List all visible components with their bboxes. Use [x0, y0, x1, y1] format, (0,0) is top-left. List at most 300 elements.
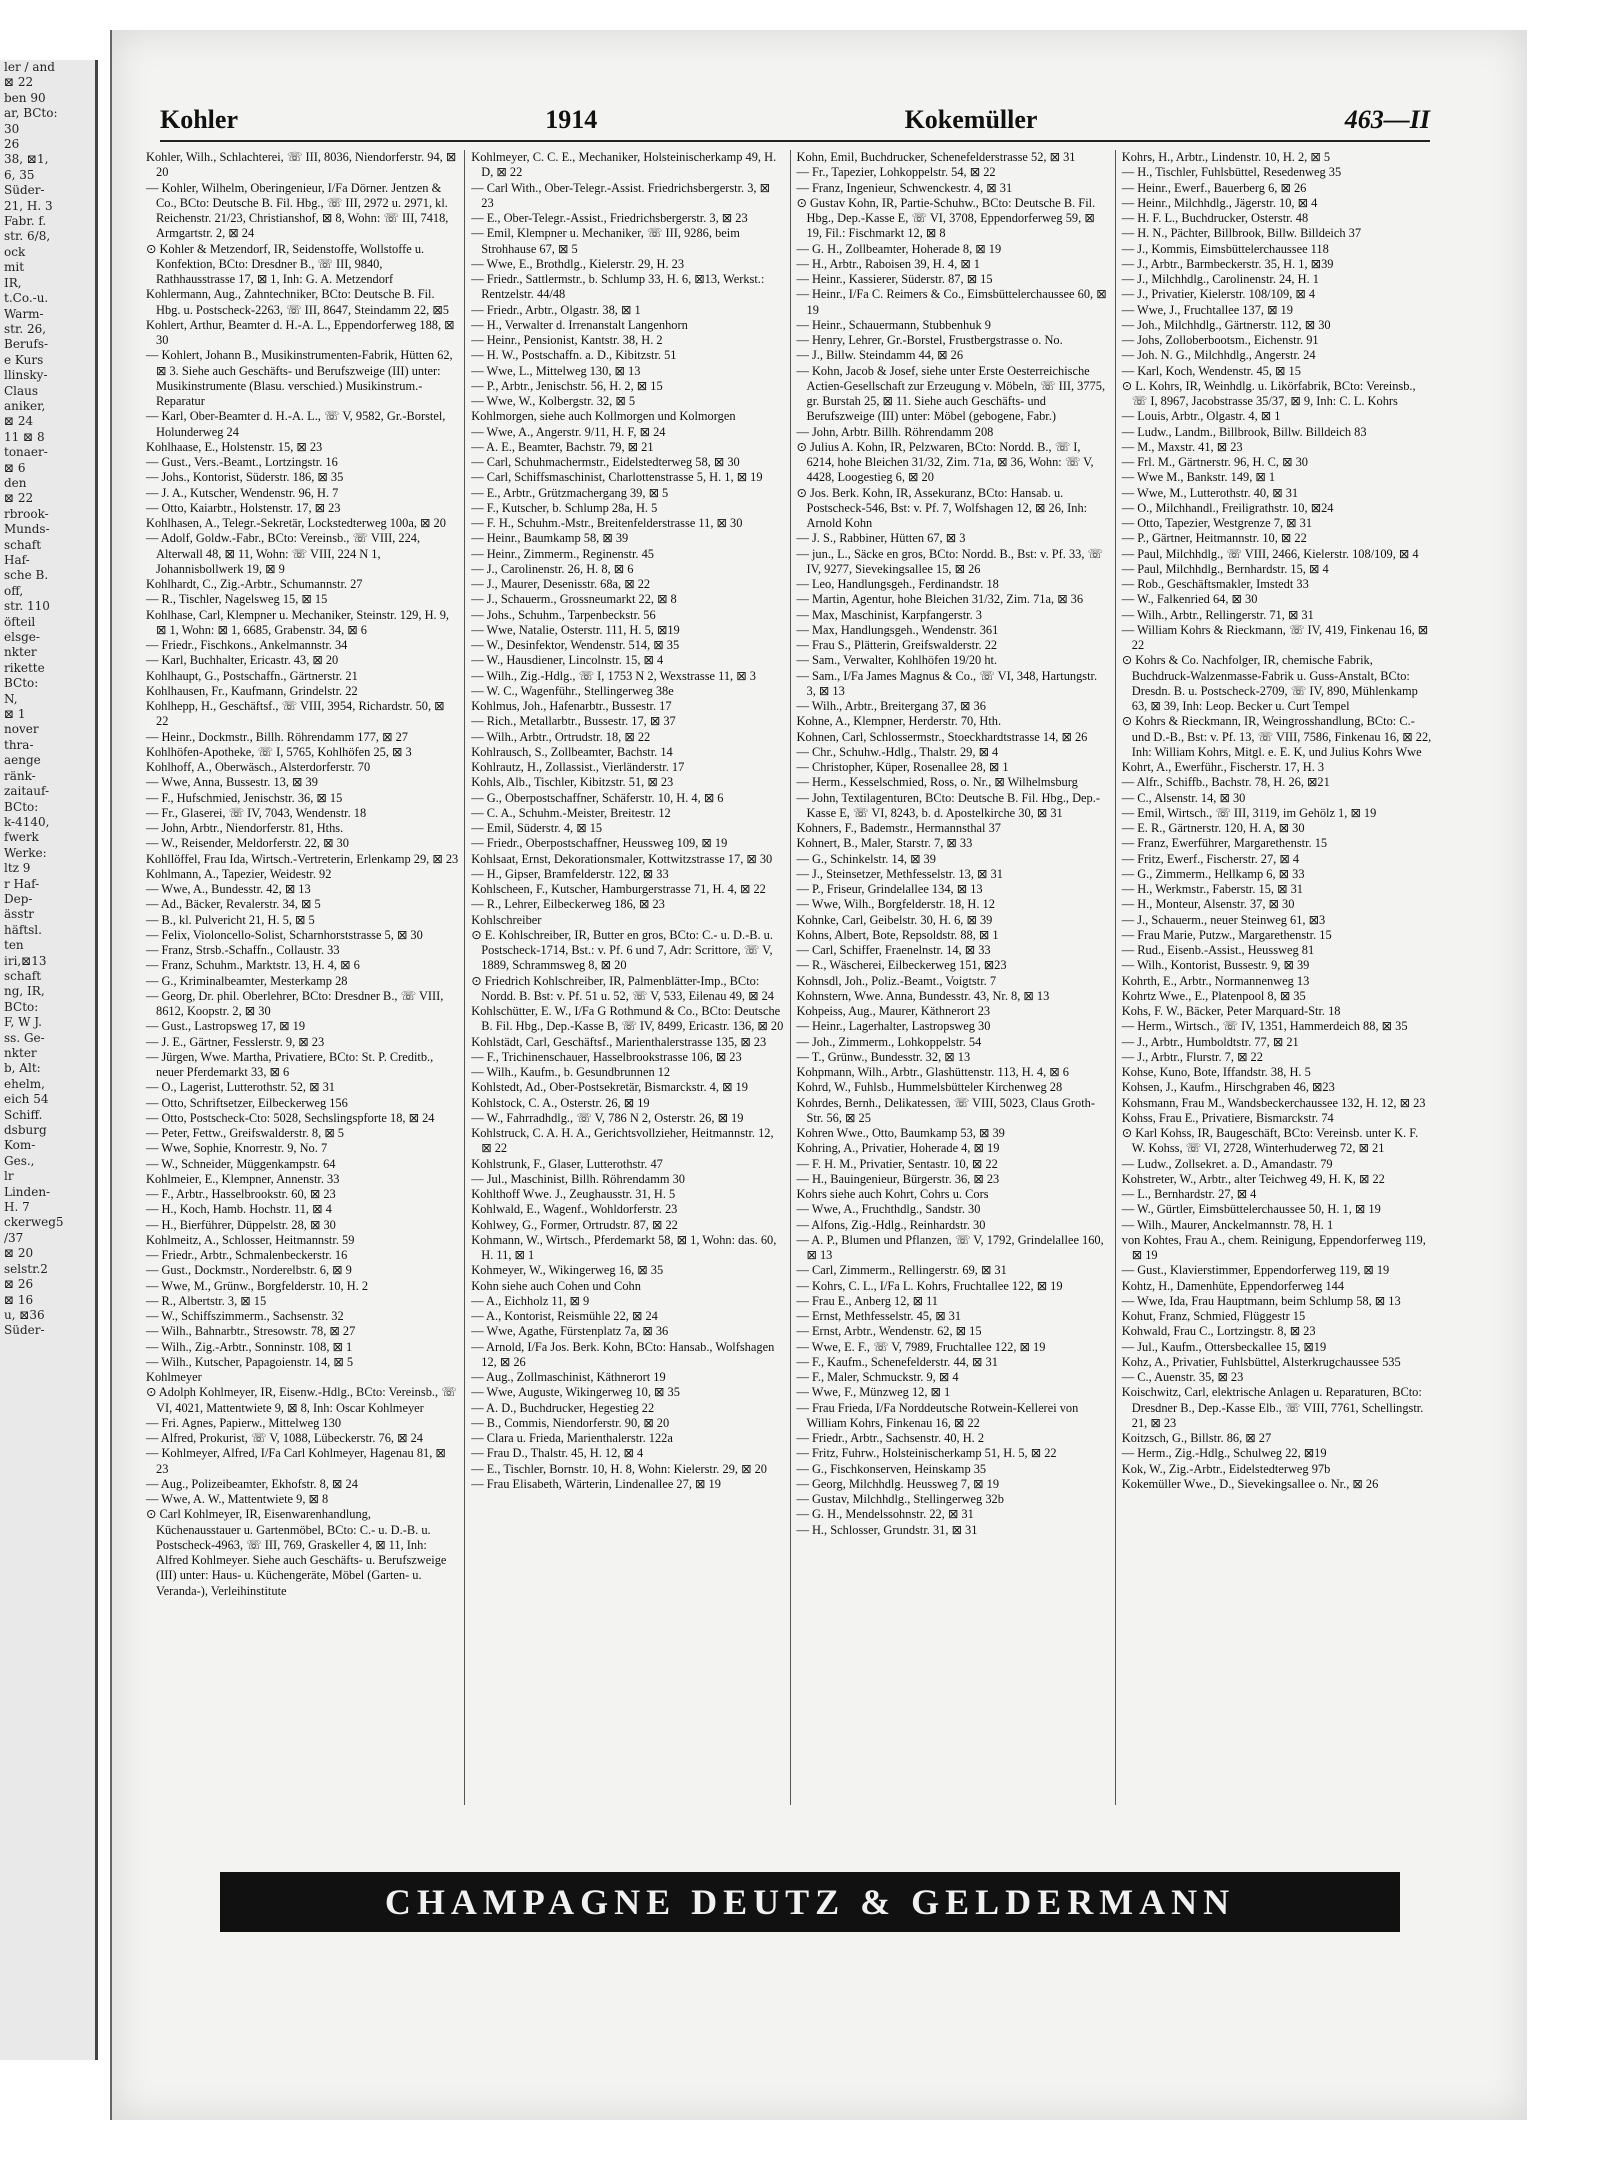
- directory-entry: Kohlermann, Aug., Zahntechniker, BCto: Deutsche B. Fil. Hbg. u. Postscheck-2263, ☏ III, 8647, Steindamm 22, ⊠5: [146, 287, 449, 317]
- directory-entry: Kohse, Kuno, Bote, Iffandstr. 38, H. 5: [1121, 1065, 1311, 1079]
- facing-page-fragment: F, W J.: [4, 1015, 42, 1030]
- facing-page-fragment: ränk-: [4, 768, 36, 783]
- facing-page-fragment: häftsl.: [4, 922, 42, 937]
- column-4: [1116, 150, 1440, 1805]
- directory-entry: — Wwe, Ida, Frau Hauptmann, beim Schlump 58, ⊠ 13: [1121, 1293, 1401, 1308]
- directory-entry: — Heinr., Pensionist, Kantstr. 38, H. 2: [471, 333, 663, 347]
- directory-entry: — Heinr., Schauermann, Stubbenhuk 9: [796, 317, 991, 332]
- directory-entry: — H., Bierführer, Düppelstr. 28, ⊠ 30: [146, 1217, 336, 1232]
- directory-entry: Kohlschütter, E. W., I/Fa G Rothmund & Co., BCto: Deutsche B. Fil. Hbg., Dep.-Kasse B, ☏ IV, 8499, Ericastr. 136, ⊠ 20: [471, 1004, 784, 1034]
- directory-entry: ⊙ Kohler & Metzendorf, IR, Seidenstoffe, Wollstoffe u. Konfektion, BCto: Dresdner B., ☏ III, 9840, Rathhausstrasse 17, ⊠ 1, Inh: G. A. Metzendorf: [146, 241, 425, 286]
- directory-entry: — Gust., Lastropsweg 17, ⊠ 19: [146, 1019, 306, 1034]
- directory-entry: — C. A., Schuhm.-Meister, Breitestr. 12: [471, 805, 671, 820]
- directory-entry: — Wilh., Arbtr., Breitergang 37, ⊠ 36: [796, 699, 986, 713]
- facing-page-fragment: N,: [4, 691, 18, 706]
- directory-entry: Kohrtz Wwe., E., Platenpool 8, ⊠ 35: [1121, 988, 1306, 1003]
- directory-entry: — Kohn, Jacob & Josef, siehe unter Erste Oesterreichische Actien-Gesellschaft zur Erzeugung v. Möbeln, ☏ III, 3775, gr. Burstah 25, ⊠ 11. Siehe auch Geschäfts- und Berufszweige (III) unter: Möbel (gebogene, Fabr.): [796, 363, 1106, 424]
- directory-entry: — Franz, Ingenieur, Schwenckestr. 4, ⊠ 31: [796, 180, 1013, 195]
- directory-entry: — Fritz, Fuhrw., Holsteinischerkamp 51, H. 5, ⊠ 22: [796, 1446, 1057, 1461]
- directory-entry: — Jul., Kaufm., Ottersbeckallee 15, ⊠19: [1121, 1339, 1327, 1354]
- directory-entry: — Wwe, J., Fruchtallee 137, ⊠ 19: [1121, 302, 1293, 317]
- directory-entry: — W., Falkenried 64, ⊠ 30: [1121, 592, 1258, 607]
- directory-entry: — J., Schauerm., Grossneumarkt 22, ⊠ 8: [471, 592, 677, 607]
- directory-entry: — Wilh., Arbtr., Rellingerstr. 71, ⊠ 31: [1121, 607, 1314, 622]
- facing-page-fragment: Fabr. f.: [4, 214, 47, 229]
- directory-entry: — Heinr., Kassierer, Süderstr. 87, ⊠ 15: [796, 272, 993, 286]
- directory-entry: — F., Trichinenschauer, Hasselbrookstrasse 106, ⊠ 23: [471, 1049, 742, 1064]
- directory-entry: — Carl, Zimmerm., Rellingerstr. 69, ⊠ 31: [796, 1263, 1007, 1278]
- facing-page-fragment: r Haf-: [4, 876, 40, 891]
- directory-entry: Kohlert, Arthur, Beamter d. H.-A. L., Eppendorferweg 188, ⊠ 30: [146, 317, 455, 347]
- directory-entry: — Carl, Schuhmachermstr., Eidelstedterweg 58, ⊠ 30: [471, 455, 740, 469]
- directory-entry: — Paul, Milchhdlg., ☏ VIII, 2466, Kielerstr. 108/109, ⊠ 4: [1121, 546, 1419, 561]
- directory-entry: — Wwe, A. W., Mattentwiete 9, ⊠ 8: [146, 1492, 329, 1506]
- directory-entry: ⊙ L. Kohrs, IR, Weinhdlg. u. Likörfabrik, BCto: Vereinsb., ☏ I, 8967, Jacobstrasse 35/37, ⊠ 9, Inh: C. L. Kohrs: [1121, 378, 1416, 408]
- directory-entry: Kohren Wwe., Otto, Baumkamp 53, ⊠ 39: [796, 1126, 1005, 1140]
- directory-entry: — O., Milchhandl., Freiligrathstr. 10, ⊠24: [1121, 500, 1334, 515]
- directory-entry: — Wilh., Kutscher, Papagoienstr. 14, ⊠ 5: [146, 1354, 354, 1369]
- facing-page-fragment: 21, H. 3: [4, 198, 53, 213]
- header-left-keyword: Kohler: [160, 105, 238, 134]
- directory-entry: — Wilh., Bahnarbtr., Stresowstr. 78, ⊠ 27: [146, 1324, 356, 1339]
- directory-entry: — Sam., I/Fa James Magnus & Co., ☏ VI, 348, Hartungstr. 3, ⊠ 13: [796, 668, 1098, 698]
- directory-entry: Kohlhaupt, G., Postschaffn., Gärtnerstr. 21: [146, 668, 358, 683]
- directory-entry: — Otto, Kaiarbtr., Holstenstr. 17, ⊠ 23: [146, 500, 341, 515]
- directory-entry: — Wwe, W., Kolbergstr. 32, ⊠ 5: [471, 394, 636, 408]
- facing-page-fragment: selstr.2: [4, 1261, 48, 1276]
- directory-entry: — Emil, Klempner u. Mechaniker, ☏ III, 9286, beim Strohhause 67, ⊠ 5: [471, 226, 740, 256]
- facing-page-fragment: lr: [4, 1169, 14, 1184]
- directory-entry: — J., Arbtr., Humboldtstr. 77, ⊠ 21: [1121, 1034, 1299, 1049]
- directory-entry: Kohners, F., Bademstr., Hermannsthal 37: [796, 821, 1001, 835]
- directory-entry: ⊙ Julius A. Kohn, IR, Pelzwaren, BCto: Nordd. B., ☏ I, 6214, hohe Bleichen 31/32, Zim. 71a, ⊠ 36, Wohn: ☏ V, 4428, Loogestieg 6, ⊠ 20: [796, 439, 1094, 485]
- directory-entry: — Carl With., Ober-Telegr.-Assist. Friedrichsbergerstr. 3, ⊠ 23: [471, 180, 770, 210]
- facing-page-fragment: BCto:: [4, 676, 39, 691]
- directory-entry: Kohut, Franz, Schmied, Flüggestr 15: [1121, 1309, 1306, 1323]
- directory-entry: — Rich., Metallarbtr., Bussestr. 17, ⊠ 37: [471, 714, 676, 729]
- directory-entry: Kohlhoff, A., Oberwäsch., Alsterdorferstr. 70: [146, 760, 371, 774]
- directory-entry: — Franz, Strsb.-Schaffn., Collaustr. 33: [146, 943, 340, 957]
- facing-page-fragment: e Kurs: [4, 352, 44, 367]
- directory-entry: — Friedr., Arbtr., Olgastr. 38, ⊠ 1: [471, 302, 641, 317]
- directory-entry: Kohlhaase, E., Holstenstr. 15, ⊠ 23: [146, 439, 323, 454]
- directory-entry: Kohls, Alb., Tischler, Kibitzstr. 51, ⊠ 23: [471, 775, 674, 790]
- facing-page-fragment: ⊠ 26: [4, 1277, 34, 1292]
- directory-entry: ⊙ Jos. Berk. Kohn, IR, Assekuranz, BCto: Hansab. u. Postscheck-546, Bst: v. Pf. 7, Wolfshagen 12, ⊠ 26, Inh: Arnold Kohn: [796, 485, 1088, 530]
- directory-entry: — T., Grünw., Bundesstr. 32, ⊠ 13: [796, 1049, 971, 1064]
- facing-page-fragment: Haf-: [4, 553, 30, 567]
- facing-page-fragment: Schiff.: [4, 1107, 43, 1122]
- directory-entry: — Jul., Maschinist, Billh. Röhrendamm 30: [471, 1171, 685, 1186]
- facing-page-fragment: ⊠ 22: [4, 491, 34, 506]
- directory-entry: — G., Oberpostschaffner, Schäferstr. 10, H. 4, ⊠ 6: [471, 790, 724, 805]
- directory-entry: — A. E., Beamter, Bachstr. 79, ⊠ 21: [471, 439, 654, 454]
- directory-entry: — Kohrs, C. L., I/Fa L. Kohrs, Fruchtallee 122, ⊠ 19: [796, 1278, 1063, 1293]
- directory-entry: ⊙ Carl Kohlmeyer, IR, Eisenwarenhandlung, Küchenausstauer u. Gartenmöbel, BCto: C.- u. D.-B. u. Postscheck-4963, ☏ III, 769, Graskeller 4, ⊠ 11, Inh: Alfred Kohlmeyer. Siehe auch Geschäfts- u. Berufszweige (III) unter: Haus- u. Küchengeräte, Möbel (Garten- u. Veranda-), Verleihinstitute: [146, 1507, 447, 1598]
- directory-entry: — J., Billw. Steindamm 44, ⊠ 26: [796, 348, 964, 363]
- directory-entry: Kokemüller Wwe., D., Sievekingsallee o. Nr., ⊠ 26: [1121, 1476, 1379, 1491]
- directory-entry: — Wwe, Anna, Bussestr. 13, ⊠ 39: [146, 775, 318, 790]
- directory-entry: — Carl, Schiffer, Fraenelnstr. 14, ⊠ 33: [796, 943, 991, 957]
- facing-page-fragment: ss. Ge-: [4, 1030, 45, 1045]
- directory-entry: Kohlthoff Wwe. J., Zeughausstr. 31, H. 5: [471, 1187, 676, 1201]
- facing-page-fragment: ehelm,: [4, 1076, 45, 1091]
- directory-entry: — Herm., Wirtsch., ☏ IV, 1351, Hammerdeich 88, ⊠ 35: [1121, 1019, 1408, 1034]
- directory-entry: Kohlhöfen-Apotheke, ☏ I, 5765, Kohlhöfen 25, ⊠ 3: [146, 744, 412, 759]
- directory-entry: — G., Fischkonserven, Heinskamp 35: [796, 1461, 987, 1476]
- directory-entry: — W., Fahrradhdlg., ☏ V, 786 N 2, Osterstr. 26, ⊠ 19: [471, 1110, 744, 1125]
- facing-page-fragment: elsge-: [4, 630, 40, 645]
- facing-page-fragment: Kom-: [4, 1138, 36, 1153]
- directory-entry: — Christopher, Küper, Rosenallee 28, ⊠ 1: [796, 760, 1009, 774]
- directory-entry: — W. C., Wagenführ., Stellingerweg 38e: [471, 683, 674, 698]
- directory-entry: ⊙ Karl Kohss, IR, Baugeschäft, BCto: Vereinsb. unter K. F. W. Kohss, ☏ VI, 2728, Winterhuderweg 72, ⊠ 21: [1121, 1126, 1419, 1156]
- directory-entry: — R., Tischler, Nagelsweg 15, ⊠ 15: [146, 592, 328, 607]
- directory-entry: — H., Schlosser, Grundstr. 31, ⊠ 31: [796, 1522, 978, 1537]
- directory-entry: — Otto, Schriftsetzer, Eilbeckerweg 156: [146, 1095, 348, 1110]
- directory-entry: — H., Koch, Hamb. Hochstr. 11, ⊠ 4: [146, 1202, 332, 1217]
- directory-entry: — Wwe, Natalie, Osterstr. 111, H. 5, ⊠19: [471, 622, 680, 637]
- facing-page-fragment: IR,: [4, 275, 22, 290]
- directory-entry: — Otto, Postscheck-Cto: 5028, Sechslingspforte 18, ⊠ 24: [146, 1110, 435, 1125]
- directory-entry: — Franz, Ewerführer, Margarethenstr. 15: [1121, 836, 1328, 851]
- directory-entry: Kohn siehe auch Cohen und Cohn: [471, 1278, 641, 1293]
- directory-entry: — Frau Marie, Putzw., Margarethenstr. 15: [1121, 927, 1332, 942]
- directory-entry: — F., Hufschmied, Jenischstr. 36, ⊠ 15: [146, 790, 343, 805]
- facing-page-fragment: str. 110: [4, 599, 50, 614]
- facing-page-fragment: nover: [4, 722, 39, 737]
- directory-entry: — Arnold, I/Fa Jos. Berk. Kohn, BCto: Hansab., Wolfshagen 12, ⊠ 26: [471, 1339, 775, 1369]
- directory-entry: — Karl, Buchhalter, Ericastr. 43, ⊠ 20: [146, 653, 339, 668]
- directory-entry: — A., Eichholz 11, ⊠ 9: [471, 1293, 590, 1308]
- directory-entry: — Kohlmeyer, Alfred, I/Fa Carl Kohlmeyer, Hagenau 81, ⊠ 23: [146, 1446, 446, 1476]
- directory-entry: Kohsen, J., Kaufm., Hirschgraben 46, ⊠23: [1121, 1080, 1335, 1095]
- directory-entry: — H., Monteur, Alsenstr. 37, ⊠ 30: [1121, 897, 1295, 912]
- facing-page-edge: [0, 60, 98, 2060]
- directory-entry: — John, Arbtr., Niendorferstr. 81, Hths.: [146, 821, 344, 835]
- facing-page-fragment: tonaer-: [4, 445, 48, 460]
- facing-page-fragment: ⊠ 1: [4, 707, 26, 722]
- directory-entry: — Peter, Fettw., Greifswalderstr. 8, ⊠ 5: [146, 1126, 345, 1140]
- directory-entry: — Wwe, M., Lutterothstr. 40, ⊠ 31: [1121, 485, 1299, 500]
- directory-entry: Kohns, Albert, Bote, Repsoldstr. 88, ⊠ 1: [796, 927, 999, 942]
- directory-entry: — W., Gürtler, Eimsbüttelerchaussee 50, H. 1, ⊠ 19: [1121, 1202, 1381, 1217]
- directory-entry: — A., Kontorist, Reismühle 22, ⊠ 24: [471, 1309, 658, 1323]
- directory-entry: — J. A., Kutscher, Wendenstr. 96, H. 7: [146, 485, 339, 500]
- directory-entry: Kohlwald, E., Wagenf., Wohldorferstr. 23: [471, 1202, 678, 1217]
- directory-entry: — Rud., Eisenb.-Assist., Heussweg 81: [1121, 943, 1315, 957]
- directory-entry: Kohlhardt, C., Zig.-Arbtr., Schumannstr. 27: [146, 577, 363, 591]
- directory-entry: von Kohtes, Frau A., chem. Reinigung, Eppendorferweg 119, ⊠ 19: [1121, 1232, 1426, 1262]
- directory-entry: — Wilh., Zig.-Arbtr., Sonninstr. 108, ⊠ 1: [146, 1339, 353, 1354]
- directory-entry: — Emil, Süderstr. 4, ⊠ 15: [471, 821, 603, 835]
- facing-page-fragment: k-4140,: [4, 814, 50, 829]
- directory-entry: Kohrt, A., Ewerführ., Fischerstr. 17, H. 3: [1121, 760, 1325, 774]
- directory-entry: — F., Maler, Schmuckstr. 9, ⊠ 4: [796, 1370, 959, 1384]
- directory-entry: Kohlmeyer: [146, 1370, 202, 1384]
- directory-entry: ⊙ Adolph Kohlmeyer, IR, Eisenw.-Hdlg., BCto: Vereinsb., ☏ VI, 4021, Mattentwiete 9, ⊠ 8, Inh: Oscar Kohlmeyer: [146, 1385, 457, 1415]
- directory-entry: — Fri. Agnes, Papierw., Mittelweg 130: [146, 1415, 342, 1430]
- directory-entry: — J., Kommis, Eimsbüttelerchaussee 118: [1121, 241, 1329, 256]
- directory-entry: — J., Privatier, Kielerstr. 108/109, ⊠ 4: [1121, 287, 1316, 302]
- directory-entry: Kohlstedt, Ad., Ober-Postsekretär, Bismarckstr. 4, ⊠ 19: [471, 1080, 748, 1095]
- directory-entry: — F. H., Schuhm.-Mstr., Breitenfelderstrasse 11, ⊠ 30: [471, 516, 743, 530]
- facing-page-fragment: off,: [4, 583, 24, 598]
- directory-entry: — M., Maxstr. 41, ⊠ 23: [1121, 439, 1243, 454]
- directory-entry: — G. H., Mendelssohnstr. 22, ⊠ 31: [796, 1507, 974, 1522]
- directory-entry: Kohlsaat, Ernst, Dekorationsmaler, Kottwitzstrasse 17, ⊠ 30: [471, 851, 773, 866]
- facing-page-fragment: Dep-: [4, 891, 33, 906]
- facing-page-fragment: Claus: [4, 383, 39, 398]
- facing-page-fragment: ckerweg5: [4, 1215, 64, 1230]
- directory-entry: — Wilh., Arbtr., Ortrudstr. 18, ⊠ 22: [471, 729, 651, 744]
- directory-entry: — Alfons, Zig.-Hdlg., Reinhardstr. 30: [796, 1217, 986, 1232]
- facing-page-fragment: ⊠ 6: [4, 460, 26, 475]
- directory-entry: — Max, Maschinist, Karpfangerstr. 3: [796, 607, 982, 622]
- directory-entry: — Clara u. Frieda, Marienthalerstr. 122a: [471, 1431, 673, 1445]
- directory-entry: — Adolf, Goldw.-Fabr., BCto: Vereinsb., ☏ VIII, 224, Alterwall 48, ⊠ 11, Wohn: ☏ VIII, 224 N 1, Johannisbollwerk 19, ⊠ 9: [146, 531, 421, 576]
- directory-entry: Kohlmus, Joh., Hafenarbtr., Bussestr. 17: [471, 699, 672, 713]
- directory-entry: — H., Arbtr., Raboisen 39, H. 4, ⊠ 1: [796, 256, 980, 271]
- directory-entry: — Franz, Schuhm., Marktstr. 13, H. 4, ⊠ 6: [146, 958, 360, 973]
- directory-entry: — Karl, Koch, Wendenstr. 45, ⊠ 15: [1121, 363, 1301, 378]
- directory-entry: — Friedr., Arbtr., Sachsenstr. 40, H. 2: [796, 1431, 985, 1445]
- directory-entry: — Ludw., Zollsekret. a. D., Amandastr. 79: [1121, 1156, 1333, 1171]
- directory-entry: — W., Reisender, Meldorferstr. 22, ⊠ 30: [146, 836, 349, 851]
- directory-entry: — Alfr., Schiffb., Bachstr. 78, H. 26, ⊠21: [1121, 775, 1330, 790]
- directory-entry: Kohnert, B., Maler, Starstr. 7, ⊠ 33: [796, 836, 973, 851]
- facing-page-fragment: schaft: [4, 537, 42, 552]
- directory-entry: Kohss, Frau E., Privatiere, Bismarckstr. 74: [1121, 1110, 1334, 1125]
- directory-entry: — Martin, Agentur, hohe Bleichen 31/32, Zim. 71a, ⊠ 36: [796, 592, 1084, 607]
- directory-entry: — Felix, Violoncello-Solist, Scharnhorststrasse 5, ⊠ 30: [146, 927, 423, 942]
- directory-entry: — Sam., Verwalter, Kohlhöfen 19/20 ht.: [796, 653, 998, 668]
- directory-entry: ⊙ E. Kohlschreiber, IR, Butter en gros, BCto: C.- u. D.-B. u. Postscheck-1714, Bst.: v. Pf. 6 und 7, Adr: Scrittore, ☏ V, 1889, Schrammsweg 8, ⊠ 20: [471, 927, 773, 973]
- facing-page-fragment: 26: [4, 137, 20, 152]
- directory-entry: — Kohler, Wilhelm, Oberingenieur, I/Fa Dörner. Jentzen & Co., BCto: Deutsche B. Fil. Hbg., ☏ III, 2972 u. 2971, kl. Reichenstr. 21/23, Christianshof, ⊠ 8, Wohn: ☏ III, 7418, Armgartstr. 2, ⊠ 24: [146, 180, 449, 241]
- directory-entry: — J. S., Rabbiner, Hütten 67, ⊠ 3: [796, 531, 966, 546]
- directory-entry: — H., Verwalter d. Irrenanstalt Langenhorn: [471, 317, 688, 332]
- directory-entry: — G., Schinkelstr. 14, ⊠ 39: [796, 851, 936, 866]
- facing-page-fragment: ltz 9: [4, 861, 31, 876]
- facing-page-fragment: Warm-: [4, 306, 44, 321]
- directory-entry: — O., Lagerist, Lutterothstr. 52, ⊠ 31: [146, 1080, 335, 1095]
- directory-columns: [140, 150, 1440, 1805]
- directory-entry: — Joh., Milchhdlg., Gärtnerstr. 112, ⊠ 30: [1121, 317, 1331, 332]
- directory-entry: — Joh., Zimmerm., Lohkoppelstr. 54: [796, 1034, 982, 1049]
- facing-page-fragment: ock: [4, 244, 26, 259]
- directory-entry: — Wwe, E., Brothdlg., Kielerstr. 29, H. 23: [471, 256, 685, 271]
- directory-entry: — Heinr., Lagerhalter, Lastropsweg 30: [796, 1019, 991, 1034]
- facing-page-fragment: dsburg: [4, 1123, 47, 1138]
- facing-page-fragment: Munds-: [4, 522, 50, 537]
- directory-entry: — H. W., Postschaffn. a. D., Kibitzstr. 51: [471, 348, 677, 363]
- directory-entry: — Wwe, A., Angerstr. 9/11, H. F, ⊠ 24: [471, 424, 666, 439]
- directory-entry: — jun., L., Säcke en gros, BCto: Nordd. B., Bst: v. Pf. 33, ☏ IV, 9277, Sievekingsallee 15, ⊠ 26: [796, 546, 1104, 576]
- directory-entry: — Wwe, Agathe, Fürstenplatz 7a, ⊠ 36: [471, 1324, 669, 1339]
- directory-entry: — John, Arbtr. Billh. Röhrendamm 208: [796, 424, 994, 439]
- directory-entry: — Friedr., Fischkons., Ankelmannstr. 34: [146, 638, 348, 652]
- directory-entry: Kohlstädt, Carl, Geschäftsf., Marienthalerstrasse 135, ⊠ 23: [471, 1034, 767, 1049]
- directory-entry: Kohlhepp, H., Geschäftsf., ☏ VIII, 3954, Richardstr. 50, ⊠ 22: [146, 699, 445, 729]
- directory-entry: Kohmann, W., Wirtsch., Pferdemarkt 58, ⊠ 1, Wohn: das. 60, H. 11, ⊠ 1: [471, 1232, 777, 1262]
- directory-entry: — Frau E., Anberg 12, ⊠ 11: [796, 1293, 939, 1308]
- facing-page-fragment: BCto:: [4, 799, 39, 814]
- directory-entry: Kohlmann, A., Tapezier, Weidestr. 92: [146, 866, 332, 881]
- facing-page-fragment: ng, IR,: [4, 984, 45, 999]
- column-1: [140, 150, 465, 1805]
- directory-entry: — Wilh., Zig.-Hdlg., ☏ I, 1753 N 2, Wexstrasse 11, ⊠ 3: [471, 668, 756, 683]
- directory-entry: Kohlhasen, A., Telegr.-Sekretär, Lockstedterweg 100a, ⊠ 20: [146, 516, 446, 530]
- facing-page-fragment: u, ⊠36: [4, 1307, 45, 1322]
- facing-page-fragment: Ges.,: [4, 1153, 35, 1168]
- directory-entry: — H., Bauingenieur, Bürgerstr. 36, ⊠ 23: [796, 1171, 1000, 1186]
- page-number: 463—II: [1344, 105, 1430, 134]
- directory-entry: — Otto, Tapezier, Westgrenze 7, ⊠ 31: [1121, 516, 1313, 530]
- directory-entry: — Wilh., Kontorist, Bussestr. 9, ⊠ 39: [1121, 958, 1310, 973]
- directory-entry: — C., Alsenstr. 14, ⊠ 30: [1121, 790, 1246, 805]
- directory-entry: — H. N., Pächter, Billbrook, Billw. Billdeich 37: [1121, 226, 1362, 241]
- facing-page-fragment: str. 6/8,: [4, 229, 51, 244]
- facing-page-fragment: zaitauf-: [4, 784, 50, 799]
- directory-entry: — John, Textilagenturen, BCto: Deutsche B. Fil. Hbg., Dep.-Kasse E, ☏ VI, 8243, b. d. Apostelkirche 30, ⊠ 31: [796, 790, 1100, 820]
- directory-entry: — Jürgen, Wwe. Martha, Privatiere, BCto: St. P. Creditb., neuer Pferdemarkt 33, ⊠ 6: [146, 1049, 434, 1079]
- directory-entry: Kohrs, H., Arbtr., Lindenstr. 10, H. 2, ⊠ 5: [1121, 150, 1331, 164]
- directory-entry: — Wwe, L., Mittelweg 130, ⊠ 13: [471, 363, 641, 378]
- directory-entry: — Leo, Handlungsgeh., Ferdinandstr. 18: [796, 577, 999, 591]
- directory-entry: — F., Kutscher, b. Schlump 28a, H. 5: [471, 500, 658, 515]
- directory-entry: Kohllöffel, Frau Ida, Wirtsch.-Vertreterin, Erlenkamp 29, ⊠ 23: [146, 851, 459, 866]
- facing-page-fragment: str. 26,: [4, 321, 47, 336]
- directory-entry: — Henry, Lehrer, Gr.-Borstel, Frustbergstrasse o. No.: [796, 333, 1063, 347]
- directory-entry: — Carl, Schiffsmaschinist, Charlottenstrasse 5, H. 1, ⊠ 19: [471, 470, 763, 485]
- directory-entry: Kohne, A., Klempner, Herderstr. 70, Hth.: [796, 714, 1002, 729]
- directory-entry: — F. H. M., Privatier, Sentastr. 10, ⊠ 22: [796, 1156, 998, 1171]
- directory-entry: — Wwe, Wilh., Borgfelderstr. 18, H. 12: [796, 897, 995, 912]
- directory-entry: Kohring, A., Privatier, Hoherade 4, ⊠ 19: [796, 1141, 1000, 1156]
- facing-page-fragment: Linden-: [4, 1184, 51, 1199]
- facing-page-fragment: sche B.: [4, 568, 49, 583]
- directory-entry: — Wwe, A., Fruchthdlg., Sandstr. 30: [796, 1202, 981, 1217]
- directory-entry: — Ludw., Landm., Billbrook, Billw. Billdeich 83: [1121, 424, 1367, 439]
- directory-entry: — Wwe, M., Grünw., Borgfelderstr. 10, H. 2: [146, 1278, 369, 1293]
- facing-page-fragment: ler / and: [4, 60, 55, 74]
- facing-page-fragment: ten: [4, 938, 24, 953]
- directory-entry: — H. F. L., Buchdrucker, Osterstr. 48: [1121, 211, 1309, 225]
- facing-page-fragment: eich 54: [4, 1092, 49, 1107]
- directory-entry: — Heinr., Milchhdlg., Jägerstr. 10, ⊠ 4: [1121, 195, 1318, 210]
- directory-entry: — Johs, Zolloberbootsm., Eichenstr. 91: [1121, 333, 1319, 347]
- directory-entry: — Rob., Geschäftsmakler, Imstedt 33: [1121, 577, 1309, 591]
- directory-entry: — J., Milchhdlg., Carolinenstr. 24, H. 1: [1121, 272, 1319, 286]
- directory-entry: — Louis, Arbtr., Olgastr. 4, ⊠ 1: [1121, 409, 1281, 424]
- directory-entry: — F., Arbtr., Hasselbrookstr. 60, ⊠ 23: [146, 1187, 336, 1201]
- directory-entry: — Wwe, A., Bundesstr. 42, ⊠ 13: [146, 882, 311, 896]
- directory-entry: — Wwe, Sophie, Knorrestr. 9, No. 7: [146, 1141, 328, 1156]
- directory-entry: Kohlmeier, E., Klempner, Annenstr. 33: [146, 1171, 340, 1186]
- facing-page-fragment: aenge: [4, 753, 41, 768]
- facing-page-fragment: llinsky-: [4, 368, 48, 383]
- facing-page-fragment: 6, 35: [4, 167, 35, 182]
- directory-entry: Kohlstruck, C. A. H. A., Gerichtsvollzieher, Heitmannstr. 12, ⊠ 22: [471, 1126, 774, 1156]
- directory-entry: Kohz, A., Privatier, Fuhlsbüttel, Alsterkrugchaussee 535: [1121, 1354, 1401, 1369]
- directory-entry: — Heinr., Dockmstr., Billh. Röhrendamm 177, ⊠ 27: [146, 729, 408, 744]
- directory-entry: — Wwe, E. F., ☏ V, 7989, Fruchtallee 122, ⊠ 19: [796, 1339, 1046, 1354]
- directory-entry: Kok, W., Zig.-Arbtr., Eidelstedterweg 97b: [1121, 1461, 1331, 1476]
- directory-entry: ⊙ Kohrs & Rieckmann, IR, Weingrosshandlung, BCto: C.- und D.-B., Bst: v. Pf. 13, ☏ VIII, 7586, Finkenau 16, ⊠ 22, Inh: William Kohrs, Mitgl. e. E. K, und Julius Kohrs Wwe: [1121, 714, 1432, 759]
- facing-page-fragment: t.Co.-u.: [4, 291, 49, 306]
- directory-entry: — A. P., Blumen und Pflanzen, ☏ V, 1792, Grindelallee 160, ⊠ 13: [796, 1232, 1104, 1262]
- facing-page-fragment: rbrook-: [4, 506, 49, 521]
- directory-entry: Kohlschreiber: [471, 912, 542, 927]
- directory-entry: ⊙ Kohrs & Co. Nachfolger, IR, chemische Fabrik, Buchdruck-Walzenmasse-Fabrik u. Guss-Anstalt, BCto: Dresdn. B. u. Postscheck-2709, ☏ IV, 890, Mühlenkamp 63, ⊠ 39, Inh: Leop. Becker u. Curt Tempel: [1121, 653, 1418, 713]
- directory-entry: — Gust., Vers.-Beamt., Lortzingstr. 16: [146, 455, 338, 469]
- directory-entry: — Fr., Tapezier, Lohkoppelstr. 54, ⊠ 22: [796, 165, 996, 180]
- directory-entry: — L., Bernhardstr. 27, ⊠ 4: [1121, 1187, 1257, 1201]
- facing-page-fragment: Süder-: [4, 1323, 45, 1338]
- directory-entry: — Gust., Klavierstimmer, Eppendorferweg 119, ⊠ 19: [1121, 1263, 1390, 1278]
- directory-entry: Kohlscheen, F., Kutscher, Hamburgerstrasse 71, H. 4, ⊠ 22: [471, 882, 766, 896]
- facing-page-fragment: fwerk: [4, 830, 39, 845]
- directory-entry: Kohwald, Frau C., Lortzingstr. 8, ⊠ 23: [1121, 1324, 1316, 1339]
- facing-page-fragment: thra-: [4, 737, 34, 752]
- directory-entry: — E., Arbtr., Grützmachergang 39, ⊠ 5: [471, 485, 669, 500]
- directory-entry: — E., Ober-Telegr.-Assist., Friedrichsbergerstr. 3, ⊠ 23: [471, 211, 748, 225]
- facing-page-fragment: mit: [4, 260, 25, 275]
- directory-entry: — Heinr., Ewerf., Bauerberg 6, ⊠ 26: [1121, 180, 1307, 195]
- facing-page-fragment: ⊠ 20: [4, 1246, 34, 1261]
- directory-entry: — E. R., Gärtnerstr. 120, H. A, ⊠ 30: [1121, 821, 1305, 835]
- directory-entry: Kohnke, Carl, Geibelstr. 30, H. 6, ⊠ 39: [796, 912, 993, 927]
- directory-entry: — Aug., Zollmaschinist, Käthnerort 19: [471, 1370, 666, 1384]
- directory-entry: — A. D., Buchdrucker, Hegestieg 22: [471, 1400, 655, 1415]
- directory-entry: — Karl, Ober-Beamter d. H.-A. L., ☏ V, 9582, Gr.-Borstel, Holunderweg 24: [146, 409, 446, 439]
- directory-entry: — Heinr., Zimmerm., Reginenstr. 45: [471, 546, 654, 561]
- directory-entry: Kohsmann, Frau M., Wandsbeckerchaussee 132, H. 12, ⊠ 23: [1121, 1095, 1426, 1110]
- directory-entry: — Johs., Kontorist, Süderstr. 186, ⊠ 35: [146, 470, 344, 485]
- directory-entry: — Paul, Milchhdlg., Bernhardstr. 15, ⊠ 4: [1121, 561, 1329, 576]
- directory-entry: — Heinr., Baumkamp 58, ⊠ 39: [471, 531, 629, 546]
- directory-entry: Koitzsch, G., Billstr. 86, ⊠ 27: [1121, 1431, 1272, 1445]
- header-right-keyword: Kokemüller: [904, 105, 1038, 134]
- directory-entry: — Fr., Glaserei, ☏ IV, 7043, Wendenstr. 18: [146, 805, 367, 820]
- directory-entry: — P., Friseur, Grindelallee 134, ⊠ 13: [796, 882, 983, 896]
- directory-entry: Kohlmeitz, A., Schlosser, Heitmannstr. 59: [146, 1232, 355, 1247]
- directory-entry: Kohlhausen, Fr., Kaufmann, Grindelstr. 22: [146, 683, 358, 698]
- directory-entry: — Wwe, Auguste, Wikingerweg 10, ⊠ 35: [471, 1385, 680, 1400]
- directory-entry: — Ernst, Methfesselstr. 45, ⊠ 31: [796, 1309, 962, 1323]
- directory-entry: — G. H., Zollbeamter, Hoherade 8, ⊠ 19: [796, 241, 1002, 256]
- directory-entry: — R., Wäscherei, Eilbeckerweg 151, ⊠23: [796, 958, 1007, 973]
- directory-entry: — W., Schneider, Müggenkampstr. 64: [146, 1156, 336, 1171]
- directory-entry: — F., Kaufm., Schenefelderstr. 44, ⊠ 31: [796, 1354, 998, 1369]
- directory-entry: — R., Lehrer, Eilbeckerweg 186, ⊠ 23: [471, 897, 665, 912]
- facing-page-fragment: iri,⊠13: [4, 953, 47, 968]
- directory-entry: — E., Tischler, Bornstr. 10, H. 8, Wohn: Kielerstr. 29, ⊠ 20: [471, 1461, 767, 1476]
- directory-entry: ⊙ Friedrich Kohlschreiber, IR, Palmenblätter-Imp., BCto: Nordd. B. Bst: v. Pf. 51 u. 52, ☏ V, 533, Eilenau 49, ⊠ 24: [471, 973, 774, 1003]
- directory-entry: — J., Carolinenstr. 26, H. 8, ⊠ 6: [471, 561, 634, 576]
- facing-page-fragment: b, Alt:: [4, 1061, 41, 1076]
- directory-entry: — P., Gärtner, Heitmannstr. 10, ⊠ 22: [1121, 531, 1307, 546]
- directory-entry: Kohnsdl, Joh., Poliz.-Beamt., Voigtstr. 7: [796, 973, 997, 988]
- directory-entry: Kohnen, Carl, Schlossermstr., Stoeckhardtstrasse 14, ⊠ 26: [796, 729, 1088, 744]
- directory-entry: — Heinr., I/Fa C. Reimers & Co., Eimsbüttelerchaussee 60, ⊠ 19: [796, 287, 1107, 317]
- directory-entry: — J. E., Gärtner, Fesslerstr. 9, ⊠ 23: [146, 1034, 325, 1049]
- directory-entry: Kohrth, E., Arbtr., Normannenweg 13: [1121, 973, 1310, 988]
- directory-entry: — J., Arbtr., Barmbeckerstr. 35, H. 1, ⊠39: [1121, 256, 1334, 271]
- directory-entry: — Ernst, Arbtr., Wendenstr. 62, ⊠ 15: [796, 1324, 982, 1339]
- directory-entry: Kohrs siehe auch Kohrt, Cohrs u. Cors: [796, 1187, 989, 1201]
